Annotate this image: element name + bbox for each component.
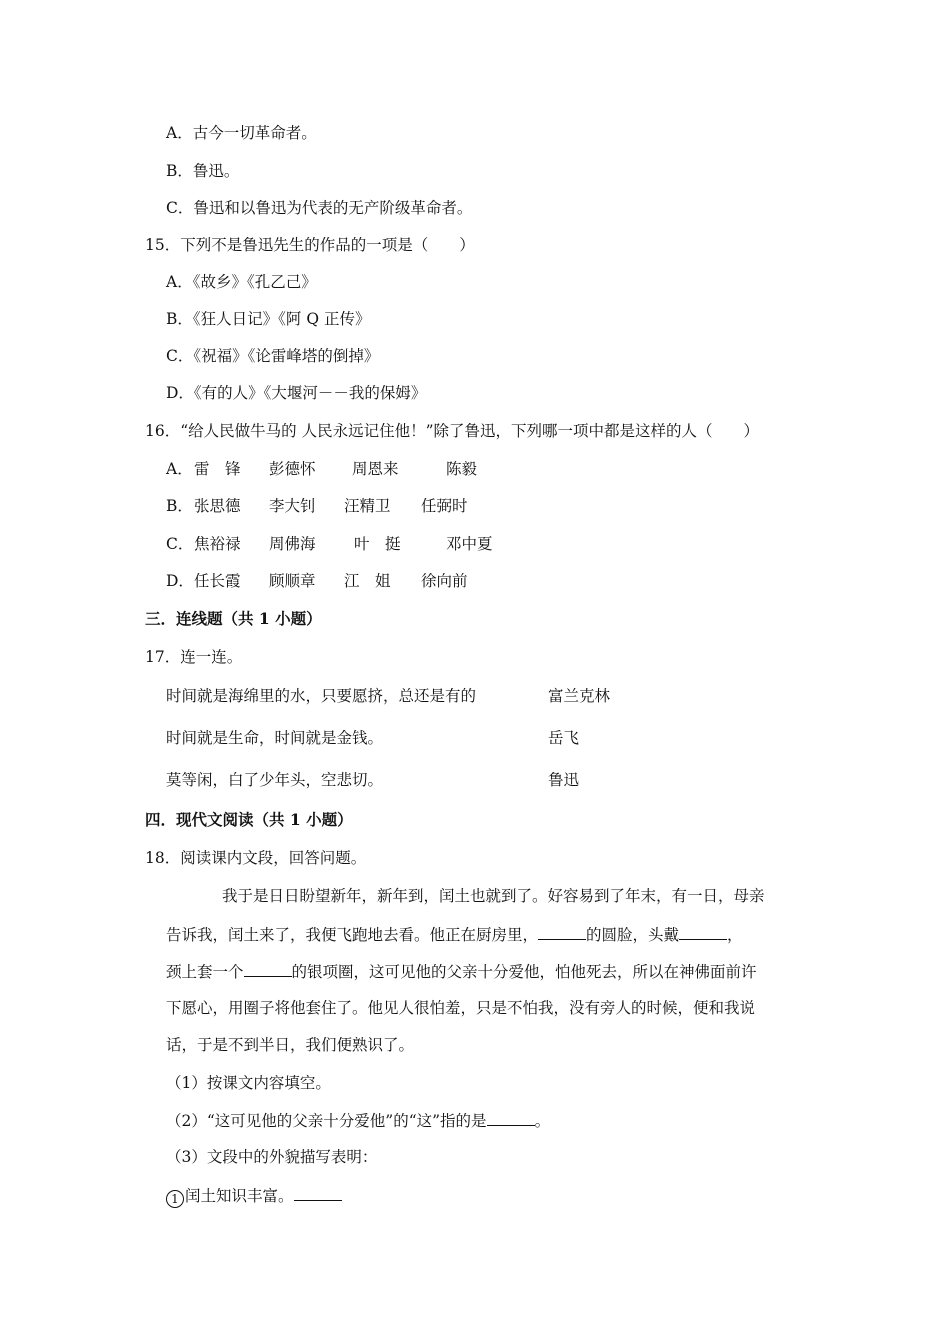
section-4-heading: 四．现代文阅读（共 1 小题） xyxy=(145,810,353,829)
q14-option-a: A．古今一切革命者。 xyxy=(166,124,317,142)
passage-line: 话，于是不到半日，我们便熟识了。 xyxy=(166,1036,415,1054)
person-name: 彭德怀 xyxy=(269,460,316,478)
person-name: 陈毅 xyxy=(446,460,478,478)
option-letter: D． xyxy=(166,572,194,590)
passage-line: 下愿心，用圈子将他套住了。他见人很怕羞，只是不怕我，没有旁人的时候，便和我说 xyxy=(166,999,756,1017)
q15-stem: 15．下列不是鲁迅先生的作品的一项是（ ） xyxy=(145,236,475,254)
match-person: 鲁迅 xyxy=(548,771,580,789)
q14-option-b: B．鲁迅。 xyxy=(166,162,240,180)
person-name: 叶 挺 xyxy=(354,535,401,553)
match-quote: 莫等闲，白了少年头，空悲切。 xyxy=(166,771,384,789)
person-name: 雷 锋 xyxy=(194,460,241,478)
person-name: 任弼时 xyxy=(421,497,468,515)
person-name: 顾顺章 xyxy=(269,572,316,590)
passage-line: 告诉我，闰土来了，我便飞跑地去看。他正在厨房里， 的圆脸，头戴 ， xyxy=(166,926,743,944)
q18-sub-1: （1）按课文内容填空。 xyxy=(166,1074,331,1092)
match-person: 富兰克林 xyxy=(548,687,611,705)
option-letter: B． xyxy=(166,497,193,515)
fill-blank[interactable] xyxy=(244,961,292,977)
section-3-heading: 三．连线题（共 1 小题） xyxy=(145,609,322,628)
q18-sub-2: （2）“这可见他的父亲十分爱他”的“这”指的是 。 xyxy=(166,1112,551,1130)
option-letter: C． xyxy=(166,535,194,553)
q18-item-1: 1 闰土知识丰富。 xyxy=(166,1185,342,1208)
fill-blank[interactable] xyxy=(294,1185,342,1201)
fill-blank[interactable] xyxy=(487,1110,535,1126)
q15-option-a: A．《故乡》《孔乙己》 xyxy=(166,273,317,291)
person-name: 徐向前 xyxy=(421,572,468,590)
person-name: 汪精卫 xyxy=(344,497,391,515)
person-name: 张思德 xyxy=(194,497,241,515)
person-name: 焦裕禄 xyxy=(194,535,241,553)
circled-number: 1 xyxy=(166,1190,184,1208)
q15-option-d: D．《有的人》《大堰河－－我的保姆》 xyxy=(166,384,427,402)
option-letter: A． xyxy=(166,460,193,478)
q15-option-b: B．《狂人日记》《阿 Q 正传》 xyxy=(166,310,371,328)
person-name: 邓中夏 xyxy=(446,535,493,553)
fill-blank[interactable] xyxy=(538,924,586,940)
q18-stem: 18．阅读课内文段，回答问题。 xyxy=(145,849,367,867)
q16-stem: 16．“给人民做牛马的 人民永远记住他！”除了鲁迅，下列哪一项中都是这样的人（ ） xyxy=(145,422,760,440)
person-name: 周恩来 xyxy=(352,460,399,478)
match-person: 岳飞 xyxy=(548,729,580,747)
fill-blank[interactable] xyxy=(679,924,727,940)
passage-line: 颈上套一个 的银项圈，这可见他的父亲十分爱他，怕他死去，所以在神佛面前许 xyxy=(166,963,757,981)
passage-line: 我于是日日盼望新年，新年到，闰土也就到了。好容易到了年末，有一日，母亲 xyxy=(222,887,765,905)
q14-option-c: C．鲁迅和以鲁迅为代表的无产阶级革命者。 xyxy=(166,199,473,217)
match-quote: 时间就是海绵里的水，只要愿挤，总还是有的 xyxy=(166,687,477,705)
q17-stem: 17．连一连。 xyxy=(145,648,243,666)
q15-option-c: C．《祝福》《论雷峰塔的倒掉》 xyxy=(166,347,380,365)
q18-sub-3: （3）文段中的外貌描写表明： xyxy=(166,1148,378,1166)
person-name: 任长霞 xyxy=(194,572,241,590)
match-quote: 时间就是生命，时间就是金钱。 xyxy=(166,729,384,747)
person-name: 李大钊 xyxy=(269,497,316,515)
person-name: 江 姐 xyxy=(344,572,391,590)
person-name: 周佛海 xyxy=(269,535,316,553)
